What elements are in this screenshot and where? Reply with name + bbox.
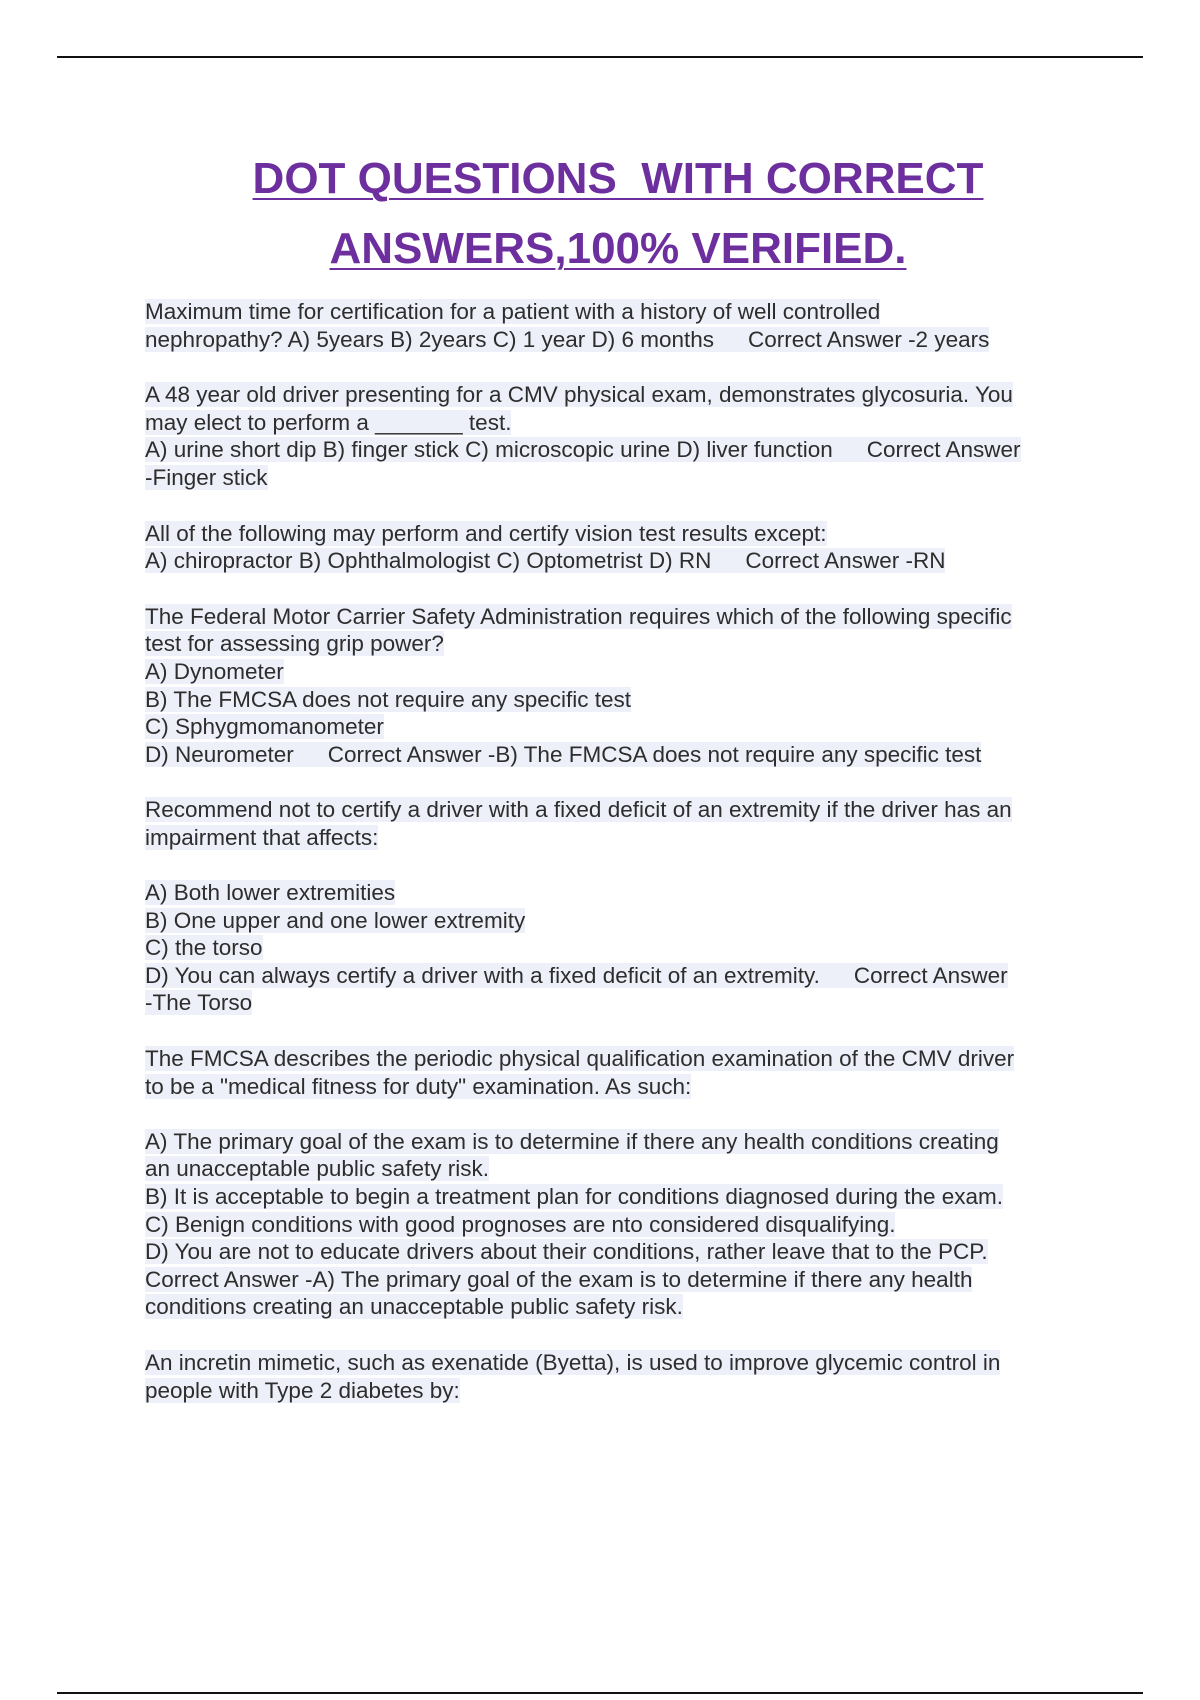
question-options: nephropathy? A) 5years B) 2years C) 1 year D) 6 months: [145, 326, 715, 352]
question-text: Recommend not to certify a driver with a fixed deficit of an extremity if the driver has an: [145, 797, 1012, 823]
correct-answer-label: Correct Answer: [853, 962, 1008, 988]
question-text: people with Type 2 diabetes by:: [145, 1377, 460, 1403]
question-item-2: [145, 381, 1095, 491]
footer-rule: [57, 1692, 1143, 1694]
option-a: A) The primary goal of the exam is to determine if there any health conditions creating: [145, 1128, 999, 1154]
question-text: The Federal Motor Carrier Safety Administration requires which of the following specific: [145, 603, 1012, 629]
question-item-6: [145, 1045, 1095, 1321]
option-b: B) It is acceptable to begin a treatment plan for conditions diagnosed during the exam.: [145, 1184, 1004, 1210]
option-a: A) Dynometer: [145, 658, 284, 684]
question-text: A 48 year old driver presenting for a CMV physical exam, demonstrates glycosuria. You: [145, 382, 1013, 408]
option-a: A) Both lower extremities: [145, 880, 396, 906]
question-item-3: [145, 520, 1095, 575]
option-c: C) Benign conditions with good prognoses are nto considered disqualifying.: [145, 1211, 896, 1237]
option-c: C) Sphygmomanometer: [145, 714, 384, 740]
correct-answer: Correct Answer -2 years: [748, 326, 990, 352]
question-text: may elect to perform a _______ test.: [145, 409, 512, 435]
correct-answer-label: Correct Answer: [866, 437, 1021, 463]
question-text: test for assessing grip power?: [145, 631, 444, 657]
title-line-2: ANSWERS,100% VERIFIED.: [329, 224, 907, 273]
correct-answer: -Finger stick: [145, 464, 268, 490]
option-d: D) You can always certify a driver with a fixed deficit of an extremity.: [145, 962, 820, 988]
correct-answer: Correct Answer -B) The FMCSA does not require any specific test: [327, 741, 982, 767]
question-text: Maximum time for certification for a patient with a history of well controlled: [145, 299, 881, 324]
question-item-7: [145, 1349, 1095, 1404]
question-item-1: [145, 298, 1095, 353]
question-item-5: [145, 796, 1095, 1017]
question-item-4: [145, 603, 1095, 769]
question-text: impairment that affects:: [145, 824, 379, 850]
page-title: [0, 144, 1200, 284]
title-line-1: DOT QUESTIONS WITH CORRECT: [252, 154, 984, 203]
header-rule: [57, 56, 1143, 58]
option-b: B) The FMCSA does not require any specific test: [145, 686, 632, 712]
question-text: An incretin mimetic, such as exenatide (Byetta), is used to improve glycemic control in: [145, 1350, 1001, 1375]
question-options: A) urine short dip B) finger stick C) microscopic urine D) liver function: [145, 437, 833, 463]
option-b: B) One upper and one lower extremity: [145, 907, 526, 933]
option-d: D) You are not to educate drivers about their conditions, rather leave that to the PCP.: [145, 1239, 988, 1265]
question-options: A) chiropractor B) Ophthalmologist C) Optometrist D) RN: [145, 548, 712, 574]
correct-answer: -The Torso: [145, 990, 253, 1016]
question-text: All of the following may perform and certify vision test results except:: [145, 520, 827, 546]
option-c: C) the torso: [145, 935, 263, 961]
question-text: The FMCSA describes the periodic physical qualification examination of the CMV driver: [145, 1046, 1015, 1072]
correct-answer: Correct Answer -A) The primary goal of the exam is to determine if there any health: [145, 1266, 973, 1292]
correct-answer: Correct Answer -RN: [745, 548, 946, 574]
correct-answer: conditions creating an unacceptable public safety risk.: [145, 1294, 683, 1320]
option-a: an unacceptable public safety risk.: [145, 1156, 489, 1182]
question-text: to be a "medical fitness for duty" examination. As such:: [145, 1073, 692, 1099]
question-list: [145, 298, 1095, 1432]
option-d: D) Neurometer: [145, 741, 294, 767]
